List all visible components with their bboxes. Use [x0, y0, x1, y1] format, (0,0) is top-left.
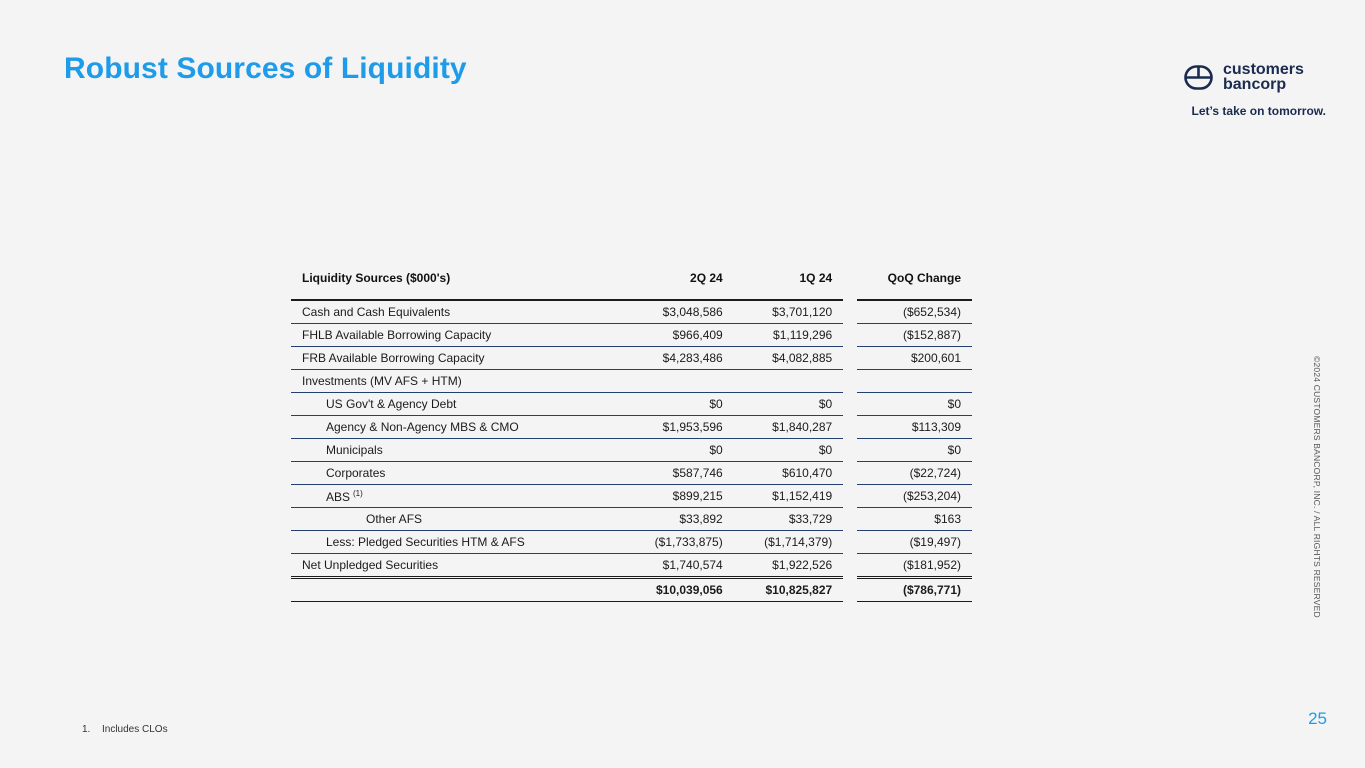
table-row: [291, 508, 972, 531]
footnote-number: 1.: [82, 724, 91, 735]
total-qoq: ($786,771): [857, 578, 972, 602]
row-label: Other AFS: [291, 508, 624, 531]
row-qoq: $163: [857, 508, 972, 531]
row-2q24: $0: [624, 393, 734, 416]
row-qoq: ($22,724): [857, 462, 972, 485]
total-1q24: $10,825,827: [734, 578, 843, 602]
row-label: FHLB Available Borrowing Capacity: [291, 324, 624, 347]
logo-line-1: customers: [1223, 61, 1304, 78]
row-2q24: $587,746: [624, 462, 734, 485]
row-2q24: $1,740,574: [624, 554, 734, 578]
row-qoq: $0: [857, 393, 972, 416]
table-row: [291, 324, 972, 347]
footnote: [82, 724, 168, 735]
row-label: Agency & Non-Agency MBS & CMO: [291, 416, 624, 439]
table-row: [291, 485, 972, 508]
header-2q24: 2Q 24: [624, 265, 734, 300]
copyright-notice: ©2024 CUSTOMERS BANCORP, INC. / ALL RIGHTS RESERVED: [1312, 356, 1322, 618]
row-label: Corporates: [291, 462, 624, 485]
logo-line-2: bancorp: [1223, 76, 1287, 93]
header-label: Liquidity Sources ($000's): [291, 265, 624, 300]
row-2q24: $0: [624, 439, 734, 462]
row-label: ABS: [326, 489, 351, 504]
row-label: Investments (MV AFS + HTM): [291, 370, 624, 393]
row-label: Municipals: [291, 439, 624, 462]
row-label: Cash and Cash Equivalents: [291, 300, 624, 324]
row-2q24: $4,283,486: [624, 347, 734, 370]
table-row: [291, 393, 972, 416]
table-row: [291, 554, 972, 578]
row-qoq: ($652,534): [857, 300, 972, 324]
table-row: [291, 370, 972, 393]
row-1q24: $33,729: [734, 508, 843, 531]
row-1q24: $610,470: [734, 462, 843, 485]
row-1q24: $4,082,885: [734, 347, 843, 370]
table-total-row: [291, 578, 972, 602]
row-qoq: ($19,497): [857, 531, 972, 554]
company-logo: [1184, 62, 1304, 92]
row-qoq: $113,309: [857, 416, 972, 439]
page-number: 25: [1308, 709, 1327, 728]
row-qoq: ($181,952): [857, 554, 972, 578]
row-1q24: [734, 370, 843, 393]
row-2q24: [624, 370, 734, 393]
row-qoq: ($253,204): [857, 485, 972, 508]
table-row: [291, 439, 972, 462]
row-label: Net Unpledged Securities: [291, 554, 624, 578]
table-row: [291, 347, 972, 370]
row-label: Less: Pledged Securities HTM & AFS: [291, 531, 624, 554]
table-row: [291, 300, 972, 324]
header-1q24: 1Q 24: [734, 265, 843, 300]
row-qoq: $0: [857, 439, 972, 462]
header-qoq-change: QoQ Change: [857, 265, 972, 300]
liquidity-table: [291, 265, 972, 602]
row-label: FRB Available Borrowing Capacity: [291, 347, 624, 370]
table-row: [291, 462, 972, 485]
table-row: [291, 531, 972, 554]
total-2q24: $10,039,056: [624, 578, 734, 602]
row-1q24: $0: [734, 393, 843, 416]
row-1q24: $1,922,526: [734, 554, 843, 578]
row-qoq: ($152,887): [857, 324, 972, 347]
page-title: Robust Sources of Liquidity: [64, 52, 467, 85]
table-header-row: [291, 265, 972, 300]
footnote-text: Includes CLOs: [102, 724, 168, 735]
row-1q24: $3,701,120: [734, 300, 843, 324]
row-2q24: ($1,733,875): [624, 531, 734, 554]
row-1q24: $1,119,296: [734, 324, 843, 347]
row-1q24: $1,152,419: [734, 485, 843, 508]
customers-bancorp-logo-icon: [1184, 65, 1213, 90]
row-2q24: $33,892: [624, 508, 734, 531]
row-1q24: ($1,714,379): [734, 531, 843, 554]
row-2q24: $966,409: [624, 324, 734, 347]
footnote-ref: (1): [353, 488, 363, 498]
row-1q24: $1,840,287: [734, 416, 843, 439]
row-qoq: $200,601: [857, 347, 972, 370]
row-qoq: [857, 370, 972, 393]
row-2q24: $899,215: [624, 485, 734, 508]
row-1q24: $0: [734, 439, 843, 462]
row-label: US Gov't & Agency Debt: [291, 393, 624, 416]
tagline: Let’s take on tomorrow.: [1191, 104, 1326, 118]
row-2q24: $3,048,586: [624, 300, 734, 324]
table-row: [291, 416, 972, 439]
row-2q24: $1,953,596: [624, 416, 734, 439]
